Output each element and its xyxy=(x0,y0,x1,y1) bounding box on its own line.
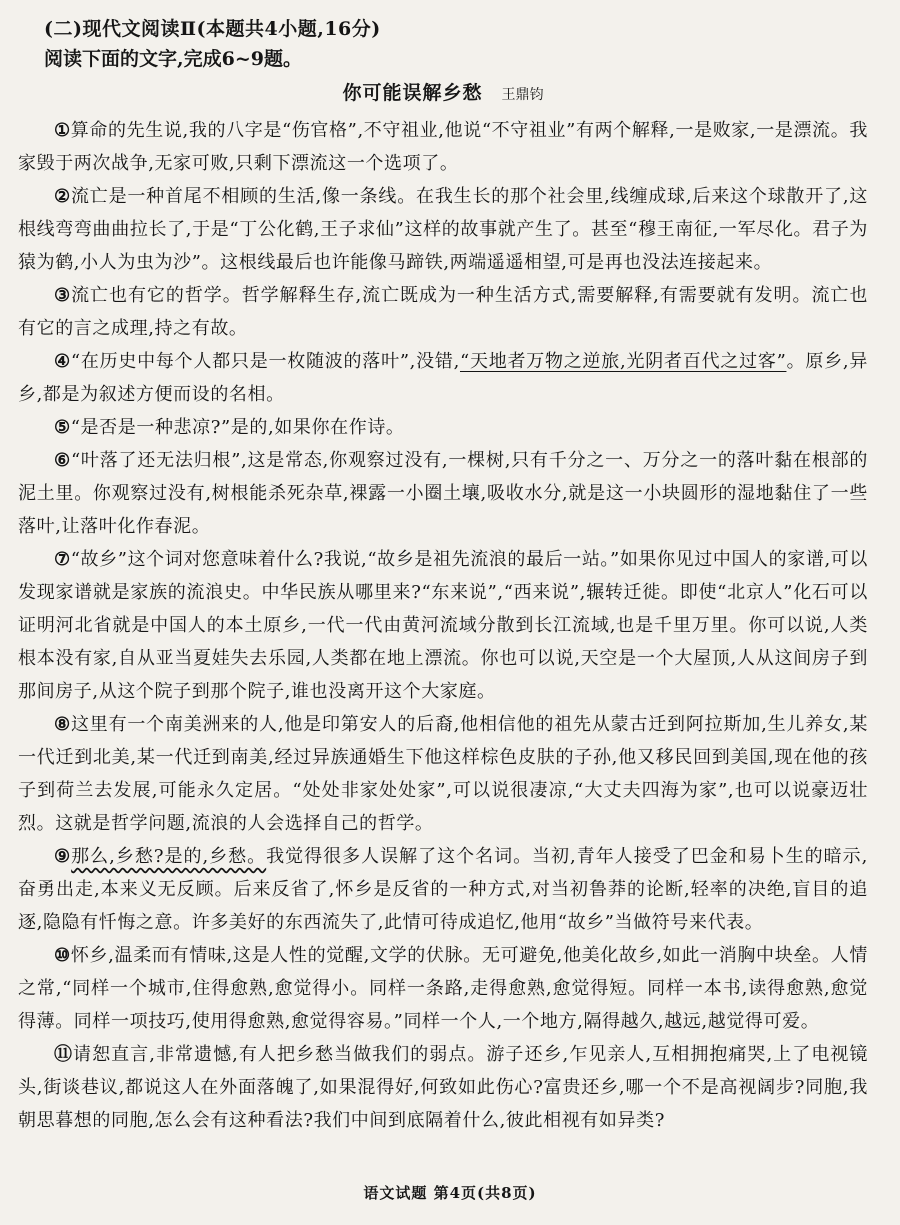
paragraph-5 xyxy=(18,411,868,444)
paragraph-3 xyxy=(18,279,868,345)
paragraph-7 xyxy=(18,543,868,708)
paragraph-text: 流亡是一种首尾不相顾的生活,像一条线。在我生长的那个社会里,线缠成球,后来这个球散开了,这根线弯弯曲曲拉长了,于是“丁公化鹤,王子求仙”这样的故事就产生了。甚至“穆王南征,一军尽化。君子为猿为鹤,小人为虫为沙”。这根线最后也许能像马蹄铁,两端遥遥相望,可是再也没法连接起来。 xyxy=(18,186,868,273)
paragraph-1 xyxy=(18,114,868,180)
paragraph-number: ④ xyxy=(54,351,71,372)
article-title: 你可能误解乡愁 xyxy=(342,82,483,104)
article-author: 王鼎钧 xyxy=(501,87,544,103)
paragraph-6 xyxy=(18,444,868,543)
paragraph-11 xyxy=(18,1038,868,1137)
paragraph-number: ⑥ xyxy=(54,450,71,471)
paragraph-number: ⑤ xyxy=(54,417,71,438)
paragraph-number: ⑧ xyxy=(54,714,71,735)
paragraph-text: “故乡”这个词对您意味着什么?我说,“故乡是祖先流浪的最后一站。”如果你见过中国人的家谱,可以发现家谱就是家族的流浪史。中华民族从哪里来?“东来说”,“西来说”,辗转迁徙。即使“北京人”化石可以证明河北省就是中国人的本土原乡,一代一代由黄河流域分散到长江流域,也是千里万里。你可以说,人类根本没有家,自从亚当夏娃失去乐园,人类都在地上漂流。你也可以说,天空是一个大屋顶,人从这间房子到那间房子,从这个院子到那个院子,谁也没离开这个大家庭。 xyxy=(18,549,868,702)
paragraph-2 xyxy=(18,180,868,279)
reading-instruction: 阅读下面的文字,完成6~9题。 xyxy=(44,48,302,70)
paragraph-9 xyxy=(18,840,868,939)
paragraph-text: 流亡也有它的哲学。哲学解释生存,流亡既成为一种生活方式,需要解释,有需要就有发明。流亡也有它的言之成理,持之有故。 xyxy=(18,285,868,339)
paragraph-10 xyxy=(18,939,868,1038)
wavy-underlined-text: 那么,乡愁?是的,乡愁。 xyxy=(71,846,267,867)
paragraph-text: 算命的先生说,我的八字是“伤官格”,不守祖业,他说“不守祖业”有两个解释,一是败家,一是漂流。我家毁于两次战争,无家可败,只剩下漂流这一个选项了。 xyxy=(18,120,868,174)
article-body xyxy=(18,114,868,1137)
paragraph-text: “叶落了还无法归根”,这是常态,你观察过没有,一棵树,只有千分之一、万分之一的落叶黏在根部的泥土里。你观察过没有,树根能杀死杂草,裸露一小圈土壤,吸收水分,就是这一小块圆形的湿地黏住了一些落叶,让落叶化作春泥。 xyxy=(18,450,868,537)
paragraph-text: 请恕直言,非常遗憾,有人把乡愁当做我们的弱点。游子还乡,乍见亲人,互相拥抱痛哭,上了电视镜头,街谈巷议,都说这人在外面落魄了,如果混得好,何致如此伤心?富贵还乡,哪一个不是高视阔步?同胞,我朝思暮想的同胞,怎么会有这种看法?我们中间到底隔着什么,彼此相视有如异类? xyxy=(18,1044,868,1131)
paragraph-text: 我觉得很多人误解了这个名词。当初,青年人接受了巴金和易卜生的暗示,奋勇出走,本来义无反顾。后来反省了,怀乡是反省的一种方式,对当初鲁莽的论断,轻率的决绝,盲目的追逐,隐隐有忏悔之意。许多美好的东西流失了,此情可待成追忆,他用“故乡”当做符号来代表。 xyxy=(18,846,868,933)
paragraph-number: ① xyxy=(54,120,71,141)
paragraph-text: “在历史中每个人都只是一枚随波的落叶”,没错, xyxy=(70,351,460,372)
paragraph-text: 这里有一个南美洲来的人,他是印第安人的后裔,他相信他的祖先从蒙古迁到阿拉斯加,生儿养女,某一代迁到北美,某一代迁到南美,经过异族通婚生下他这样棕色皮肤的子孙,他又移民回到美国,现在他的孩子到荷兰去发展,可能永久定居。“处处非家处处家”,可以说很凄凉,“大丈夫四海为家”,也可以说豪迈壮烈。这就是哲学问题,流浪的人会选择自己的哲学。 xyxy=(18,714,868,834)
paragraph-number: ③ xyxy=(54,285,72,306)
paragraph-number: ⑦ xyxy=(54,549,71,570)
paragraph-8 xyxy=(18,708,868,840)
paragraph-4 xyxy=(18,345,868,411)
paragraph-number: ⑨ xyxy=(54,846,72,867)
paragraph-text: 。原乡,异乡,都是为叙述方便而设的名相。 xyxy=(18,351,868,405)
paragraph-number: ② xyxy=(54,186,71,207)
paragraph-text: “是否是一种悲凉?”是的,如果你在作诗。 xyxy=(70,417,405,438)
paragraph-text: 怀乡,温柔而有情味,这是人性的觉醒,文学的伏脉。无可避免,他美化故乡,如此一消胸中块垒。人情之常,“同样一个城市,住得愈熟,愈觉得小。同样一条路,走得愈熟,愈觉得短。同样一本书,读得愈熟,愈觉得薄。同样一项技巧,使用得愈熟,愈觉得容易。”同样一个人,一个地方,隔得越久,越远,越觉得可爱。 xyxy=(18,945,868,1032)
paragraph-number: ⑪ xyxy=(54,1044,74,1065)
underlined-quote: “天地者万物之逆旅,光阴者百代之过客” xyxy=(459,351,787,372)
article-title-row xyxy=(18,78,868,110)
page-footer: 语文试题 第4页(共8页) xyxy=(363,1184,537,1202)
section-heading: (二)现代文阅读Ⅱ(本题共4小题,16分) xyxy=(44,18,381,40)
paragraph-number: ⑩ xyxy=(54,945,71,966)
